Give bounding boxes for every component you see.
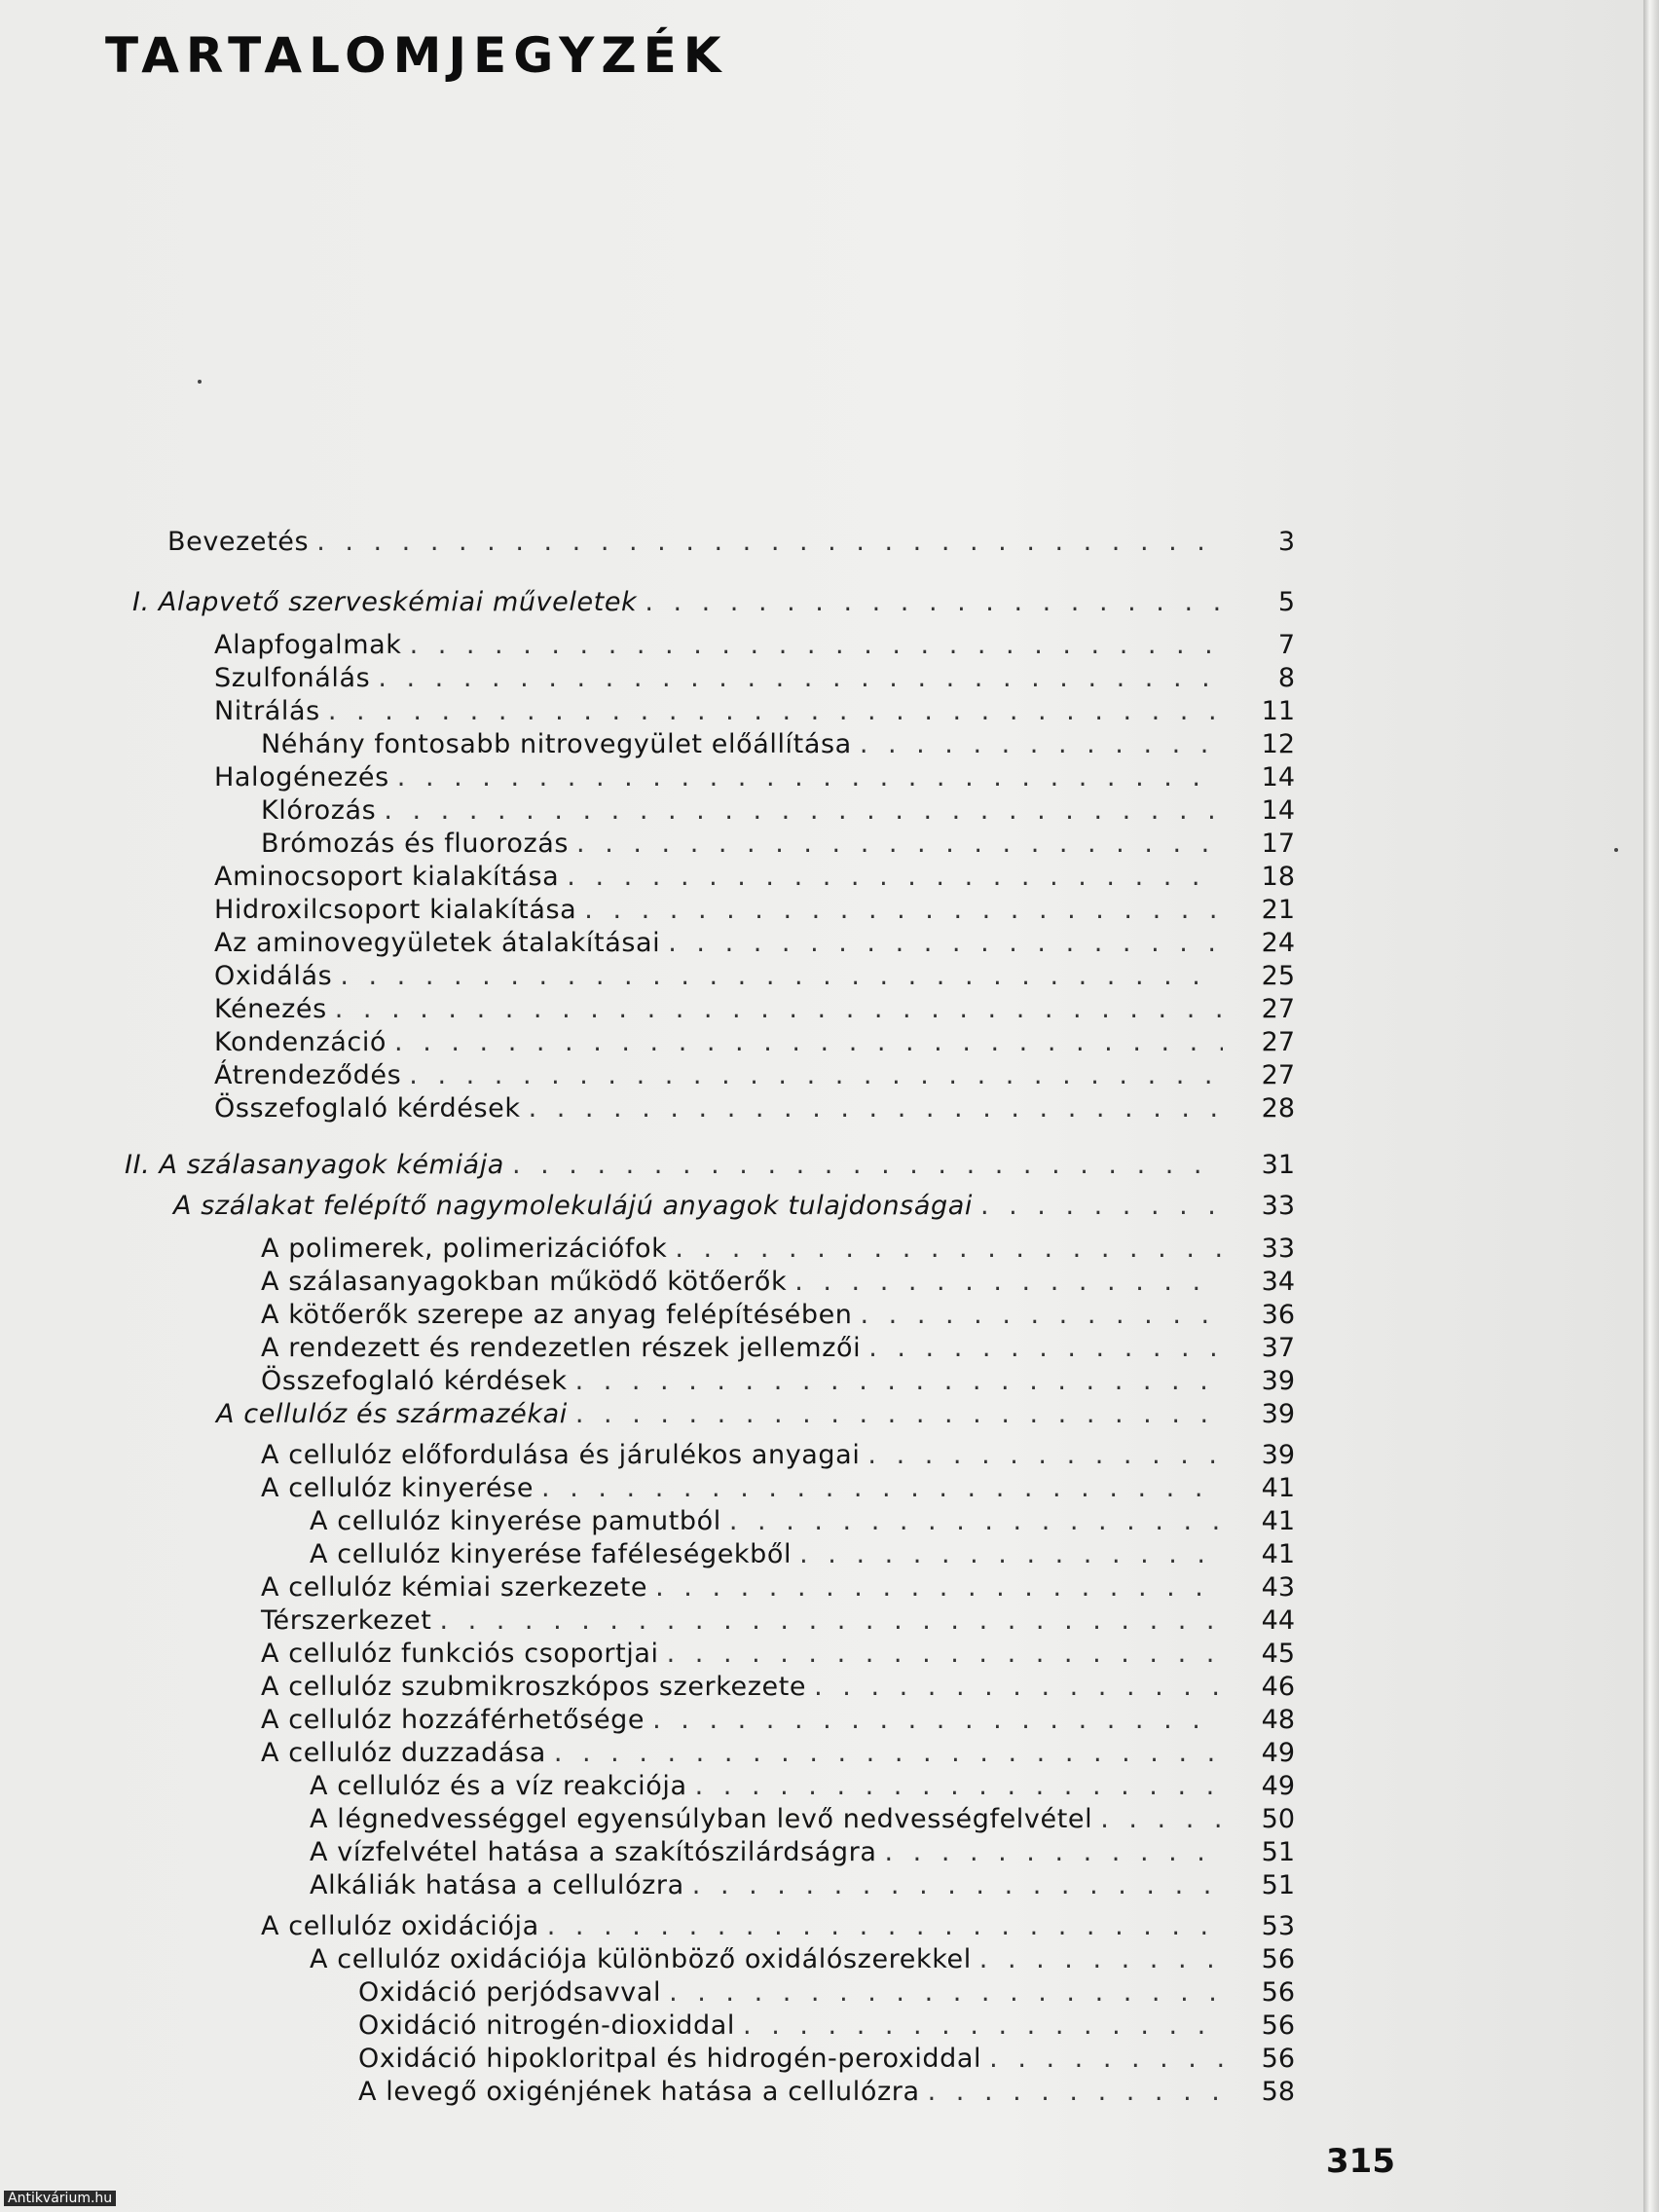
- toc-entry: [261, 1332, 1229, 1365]
- dot-leader: [576, 828, 1223, 861]
- dot-leader: [692, 1869, 1223, 1902]
- dot-leader: [554, 1737, 1223, 1770]
- toc-entry-page: 41: [1261, 1473, 1295, 1503]
- dot-leader: [394, 1026, 1223, 1059]
- toc-entry-label: Bevezetés: [167, 527, 310, 557]
- toc-entry: [261, 1704, 1229, 1737]
- toc-entry-page: 14: [1261, 762, 1295, 793]
- toc-entry-page: 49: [1261, 1771, 1295, 1801]
- toc-entry-label: Aminocsoport kialakítása: [214, 862, 560, 892]
- toc-entry-page: 48: [1261, 1705, 1295, 1735]
- toc-entry: [310, 1770, 1229, 1803]
- print-speck: [198, 380, 202, 384]
- toc-entry: [261, 1365, 1229, 1398]
- toc-entry-label: Halogénezés: [214, 762, 389, 793]
- toc-entry-label: II. A szálasanyagok kémiája: [125, 1150, 504, 1180]
- dot-leader: [669, 1976, 1223, 2009]
- toc-entry: [214, 1092, 1229, 1125]
- toc-entry-page: 5: [1277, 587, 1295, 617]
- toc-entry: [214, 960, 1229, 993]
- toc-entry-page: 14: [1261, 795, 1295, 826]
- toc-entry: [261, 728, 1229, 761]
- dot-leader: [541, 1472, 1223, 1505]
- dot-leader: [980, 1190, 1223, 1223]
- toc-entry-page: 11: [1261, 696, 1295, 726]
- toc-entry-label: A cellulóz oxidációja különböző oxidálószerekkel: [310, 1944, 972, 1974]
- toc-entry-page: 56: [1261, 2010, 1295, 2041]
- toc-entry-label: Oxidálás: [214, 961, 333, 991]
- toc-entry-label: A vízfelvétel hatása a szakítószilárdságra: [310, 1837, 877, 1867]
- print-speck: [1614, 848, 1618, 852]
- dot-leader: [439, 1604, 1223, 1638]
- dot-leader: [378, 662, 1223, 695]
- watermark-text: Antikvárium.hu: [4, 2191, 116, 2206]
- toc-entry: [214, 927, 1229, 960]
- toc-entry-label: A cellulóz duzzadása: [261, 1738, 546, 1768]
- toc-entry-page: 58: [1261, 2077, 1295, 2107]
- dot-leader: [928, 2076, 1223, 2109]
- toc-entry-page: 36: [1261, 1300, 1295, 1330]
- dot-leader: [884, 1836, 1223, 1869]
- toc-entry-page: 50: [1261, 1804, 1295, 1834]
- dot-leader: [1100, 1803, 1223, 1836]
- toc-entry-page: 39: [1261, 1440, 1295, 1470]
- toc-entry-page: 37: [1261, 1333, 1295, 1363]
- dot-leader: [384, 794, 1223, 828]
- toc-entry-label: Oxidáció nitrogén-dioxiddal: [358, 2010, 736, 2041]
- toc-entry-label: A cellulóz oxidációja: [261, 1911, 539, 1941]
- toc-entry-label: I. Alapvető szerveskémiai műveletek: [132, 587, 638, 617]
- toc-entry-label: Hidroxilcsoport kialakítása: [214, 895, 577, 925]
- dot-leader: [512, 1149, 1223, 1182]
- toc-entry-page: 31: [1261, 1150, 1295, 1180]
- toc-entry: [214, 695, 1229, 728]
- toc-entry: [358, 2043, 1229, 2076]
- dot-leader: [860, 728, 1223, 761]
- toc-entry-page: 56: [1261, 1977, 1295, 2008]
- toc-entry: [261, 1299, 1229, 1332]
- toc-entry: [310, 1869, 1229, 1902]
- toc-entry-label: Átrendeződés: [214, 1060, 402, 1090]
- toc-entry-page: 49: [1261, 1738, 1295, 1768]
- toc-entry: [214, 861, 1229, 894]
- toc-entry-label: Kénezés: [214, 994, 327, 1024]
- toc-entry-label: Oxidáció perjódsavval: [358, 1977, 662, 2008]
- toc-entry-page: 12: [1261, 729, 1295, 759]
- toc-entry-label: A levegő oxigénjének hatása a cellulózra: [358, 2077, 920, 2107]
- toc-entry: [261, 1439, 1229, 1472]
- dot-leader: [410, 629, 1223, 662]
- dot-leader: [794, 1266, 1223, 1299]
- toc-entry-label: Klórozás: [261, 795, 377, 826]
- toc-entry-page: 34: [1261, 1267, 1295, 1297]
- toc-entry: [358, 2009, 1229, 2043]
- toc-entry: [310, 1943, 1229, 1976]
- toc-entry-page: 45: [1261, 1639, 1295, 1669]
- toc-entry: [173, 1190, 1229, 1223]
- toc-entry-label: A cellulóz kinyerése faféleségekből: [310, 1539, 793, 1569]
- dot-leader: [799, 1538, 1223, 1571]
- toc-entry-label: Brómozás és fluorozás: [261, 829, 570, 859]
- toc-entry-page: 39: [1261, 1366, 1295, 1396]
- toc-entry: [261, 1638, 1229, 1671]
- toc-entry-label: A szálakat felépítő nagymolekulájú anyagok tulajdonságai: [173, 1191, 973, 1221]
- toc-entry-page: 39: [1261, 1399, 1295, 1429]
- toc-entry-label: A cellulóz kémiai szerkezete: [261, 1572, 648, 1603]
- dot-leader: [814, 1671, 1223, 1704]
- dot-leader: [567, 861, 1223, 894]
- dot-leader: [652, 1704, 1223, 1737]
- toc-entry-label: Néhány fontosabb nitrovegyület előállítása: [261, 729, 852, 759]
- toc-entry-page: 28: [1261, 1093, 1295, 1124]
- toc-entry: [167, 526, 1229, 559]
- toc-entry-page: 25: [1261, 961, 1295, 991]
- toc-entry-page: 18: [1261, 862, 1295, 892]
- toc-entry: [214, 629, 1229, 662]
- toc-entry-label: A szálasanyagokban működő kötőerők: [261, 1267, 788, 1297]
- toc-entry-label: A cellulóz előfordulása és járulékos anyagai: [261, 1440, 861, 1470]
- dot-leader: [861, 1299, 1223, 1332]
- toc-entry-page: 33: [1261, 1191, 1295, 1221]
- toc-entry: [214, 993, 1229, 1026]
- toc-entry-label: Alkáliák hatása a cellulózra: [310, 1870, 684, 1900]
- toc-entry: [214, 1026, 1229, 1059]
- toc-entry-page: 46: [1261, 1672, 1295, 1702]
- toc-entry-label: A kötőerők szerepe az anyag felépítésében: [261, 1300, 853, 1330]
- toc-entry-label: Oxidáció hipokloritpal és hidrogén-peroxiddal: [358, 2044, 982, 2074]
- toc-entry-page: 56: [1261, 1944, 1295, 1974]
- toc-entry-page: 3: [1277, 527, 1295, 557]
- toc-entry-label: A cellulóz és a víz reakciója: [310, 1771, 687, 1801]
- toc-entry-page: 51: [1261, 1837, 1295, 1867]
- toc-entry-page: 21: [1261, 895, 1295, 925]
- toc-entry-label: Térszerkezet: [261, 1605, 432, 1636]
- dot-leader: [584, 894, 1223, 927]
- dot-leader: [867, 1439, 1223, 1472]
- toc-entry: [261, 1910, 1229, 1943]
- dot-leader: [328, 695, 1223, 728]
- toc-entry-label: A cellulóz és származékai: [216, 1399, 568, 1429]
- toc-entry-page: 56: [1261, 2044, 1295, 2074]
- toc-entry-label: Nitrálás: [214, 696, 320, 726]
- toc-entry-label: A cellulóz hozzáférhetősége: [261, 1705, 645, 1735]
- toc-entry-page: 51: [1261, 1870, 1295, 1900]
- toc-entry-page: 7: [1277, 630, 1295, 660]
- dot-leader: [989, 2043, 1223, 2076]
- toc-entry: [125, 1149, 1229, 1182]
- page-title: TARTALOMJEGYZÉK: [105, 27, 728, 84]
- dot-leader: [397, 761, 1223, 794]
- toc-entry: [261, 1671, 1229, 1704]
- dot-leader: [667, 1638, 1223, 1671]
- toc-entry-label: Szulfonálás: [214, 663, 371, 693]
- dot-leader: [409, 1059, 1223, 1092]
- toc-entry: [310, 1538, 1229, 1571]
- toc-entry-page: 17: [1261, 829, 1295, 859]
- toc-entry: [261, 1233, 1229, 1266]
- toc-entry: [261, 1604, 1229, 1638]
- toc-entry: [310, 1836, 1229, 1869]
- dot-leader: [645, 586, 1223, 619]
- toc-entry: [214, 894, 1229, 927]
- toc-entry-page: 41: [1261, 1539, 1295, 1569]
- toc-entry: [358, 1976, 1229, 2009]
- toc-entry-label: A cellulóz szubmikroszkópos szerkezete: [261, 1672, 807, 1702]
- dot-leader: [575, 1398, 1223, 1431]
- dot-leader: [668, 927, 1223, 960]
- toc-entry-label: A cellulóz kinyerése: [261, 1473, 535, 1503]
- toc-entry: [261, 1266, 1229, 1299]
- toc-entry-label: Az aminovegyületek átalakításai: [214, 928, 661, 958]
- toc-entry-page: 44: [1261, 1605, 1295, 1636]
- toc-entry-label: A rendezett és rendezetlen részek jellemzői: [261, 1333, 862, 1363]
- toc-entry-label: Összefoglaló kérdések: [214, 1093, 521, 1124]
- dot-leader: [340, 960, 1223, 993]
- dot-leader: [868, 1332, 1223, 1365]
- toc-entry-label: A cellulóz kinyerése pamutból: [310, 1506, 721, 1536]
- toc-entry: [132, 586, 1229, 619]
- toc-entry-page: 43: [1261, 1572, 1295, 1603]
- dot-leader: [655, 1571, 1223, 1604]
- toc-entry-page: 27: [1261, 994, 1295, 1024]
- toc-entry-label: Alapfogalmak: [214, 630, 402, 660]
- toc-entry: [261, 1472, 1229, 1505]
- toc-entry-page: 53: [1261, 1911, 1295, 1941]
- toc-entry: [216, 1398, 1229, 1431]
- toc-entry: [214, 1059, 1229, 1092]
- toc-entry: [261, 1737, 1229, 1770]
- toc-entry-label: Kondenzáció: [214, 1027, 387, 1057]
- toc-entry: [310, 1505, 1229, 1538]
- page-number: 315: [1326, 2142, 1395, 2181]
- dot-leader: [695, 1770, 1223, 1803]
- dot-leader: [575, 1365, 1223, 1398]
- toc-entry: [214, 761, 1229, 794]
- dot-leader: [529, 1092, 1223, 1125]
- dot-leader: [675, 1233, 1223, 1266]
- dot-leader: [316, 526, 1223, 559]
- toc-entry: [358, 2076, 1229, 2109]
- dot-leader: [729, 1505, 1223, 1538]
- dot-leader: [335, 993, 1223, 1026]
- toc-entry-label: Összefoglaló kérdések: [261, 1366, 568, 1396]
- toc-entry-label: A cellulóz funkciós csoportjai: [261, 1639, 659, 1669]
- dot-leader: [743, 2009, 1223, 2043]
- toc-entry: [261, 794, 1229, 828]
- toc-entry-page: 41: [1261, 1506, 1295, 1536]
- toc-entry-label: A légnedvességgel egyensúlyban levő nedvességfelvétel: [310, 1804, 1093, 1834]
- toc-entry-page: 27: [1261, 1060, 1295, 1090]
- toc-entry: [261, 828, 1229, 861]
- toc-entry: [214, 662, 1229, 695]
- dot-leader: [547, 1910, 1223, 1943]
- toc-entry-page: 8: [1277, 663, 1295, 693]
- toc-entry-page: 24: [1261, 928, 1295, 958]
- toc-entry: [261, 1571, 1229, 1604]
- toc-entry-page: 27: [1261, 1027, 1295, 1057]
- toc-entry-page: 33: [1261, 1234, 1295, 1264]
- dot-leader: [979, 1943, 1223, 1976]
- toc-entry-label: A polimerek, polimerizációfok: [261, 1234, 668, 1264]
- toc-entry: [310, 1803, 1229, 1836]
